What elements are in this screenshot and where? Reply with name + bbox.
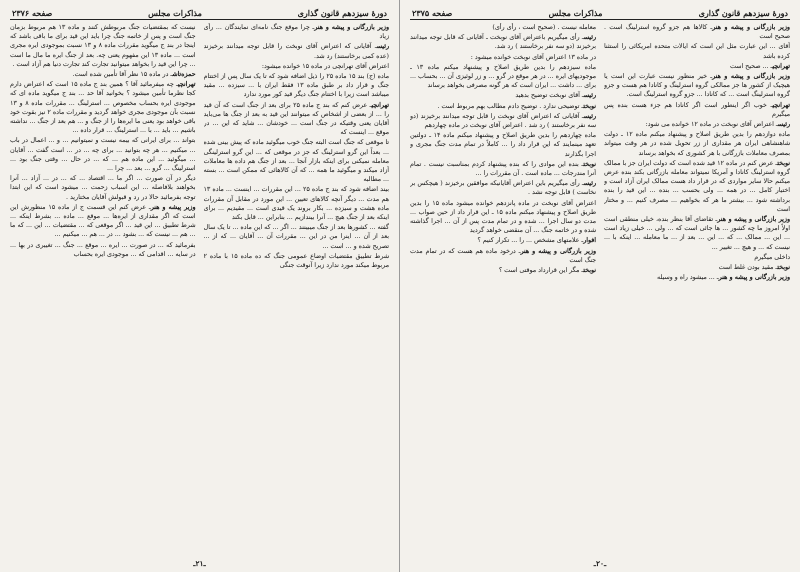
paragraph (604, 215, 790, 252)
paragraph-text: در ماده ۱۳ اعتراض آقای نوبخت خوانده میشود : (470, 53, 596, 61)
paragraph (604, 263, 790, 272)
paragraph-text: ـ چه میفرمائید آقا ؟ همین بند ج ماده ۱۵ است که اعتراض دارم کجا نظرما تأمین میشود ؟ بخوانید آقا حد ... بند ج میگوید ماده ای که موجودی ایره بحساب مخصوص ... استرلینگ ... مقررات ماده ۸ و ۱۳ نسبت بآن موجودی مجری خواهد گردید و مقررات ماده ۲ نیز بقوت خود باقی خواهد بود یعنی ما ایره‌ها را از جنگ و ... هم بعد از جنگ ... نداشته باشیم ... باید ... با ... استرلینگ ... قرار داده ... (10, 81, 196, 135)
paragraph-text: ماده سیزدهم را بدین طریق اصلاح و پیشنهاد میکنم ماده ۱۳ ـ موجودیهای ایره ... در هر موقع در گرو ... و زر لوئیزی آن ... بحساب ... برای ... داشت ... ایران است که هر گونه مصرفی بخواهد برساند (410, 63, 596, 90)
speaker-name: تهرانچی (371, 101, 389, 109)
paragraph-text: ـ آقایانی که اعتراض آقای نوبخت را قابل توجه میدانند برخیزند (دو سه نفر برخاستند ) رد شد . اعتراض آقای نوبخت در ماده چهاردهم (410, 112, 596, 130)
paragraph (604, 273, 790, 282)
paragraph (604, 120, 790, 129)
paragraph (204, 101, 390, 138)
paragraph (604, 72, 790, 100)
paragraph-text: ـ مقید بودن غلط است (718, 264, 778, 272)
paragraph-text: ـ مگر این قرارداد موقتی است ؟ (498, 267, 584, 275)
paragraph-text: نیست که بمقتضیات جنگ مربوطش کنند و ماده ۱۳ هم مربوط بزمان جنگ است و پس از خاتمه جنگ چرا باید این قید برای ما باقی باشد که اینجا در بند ج میگوید مقررات ماده ۸ و ۱۳ نسبت بموجودی ایره مجری است ... ماده ۱۳ این مفهوم یعنی چه. بعد از جنگ ایره ما مال ما است ... چرا این قید را بخواهد میتوانید تجارت کند تجارت دنیا هم آزاد است . (10, 24, 196, 68)
speaker-name: وزیر پیشه و هنر (150, 203, 196, 211)
page-footer-number: ـ۲۰ـ (593, 559, 607, 568)
paragraph-text: ـ بنده این موادی را که بنده پیشنهاد کردم بمناسبت نیست . تمام آنرا مندرجات ... ماده است . آن مقررات را ... (410, 160, 596, 178)
paragraph-text: ماده (ج) بند ۱۵ ماده ۲۵ را ذیل اضافه شود که تا یک سال پس از اختتام جنگ و قرار داد بر طبق ماده ۱۳ فقط ایران با ... سیزده ... مقید میباشد است زیرا با اختتام جنگ دیگر قید کور مورد ندارد (203, 73, 389, 99)
paragraph-text: ـ اعتراض آقای نوبخت در ماده ۱۲ خوانده می شود: (645, 121, 778, 129)
paragraph-text: ـ خیر منظور نیست عبارت این است یا هیچیک از کشور ها جز ممالکی گروه استرلینگ و کانادا هم هست و جزو گروه استرلینگ است ... که کانادا ... جزو گروه استرلینگ است. (604, 73, 790, 99)
paragraph (410, 112, 596, 130)
paragraph (410, 63, 596, 91)
paragraph (204, 42, 390, 60)
speaker-name: رئیس (583, 112, 596, 120)
paragraph (604, 101, 790, 119)
speaker-name: رئیس (777, 121, 790, 129)
paragraph (410, 266, 596, 275)
paragraph-text: ماده چهاردهم را بدین طریق اصلاح و پیشنهاد میکنم ماده ۱۴ ـ دولتین تعهد مینمایند که این قرار داد را ... کاملاً در تمام مدت جنگ مجری و اجرا بگذارند (410, 132, 596, 158)
paragraph-text: ـ ... میشود راه و وسیله (657, 274, 719, 282)
paragraph-text: ـ رأی میگیریم باعتراض آقای نوبخت ـ آقایانی که قابل توجه میدانند برخیزند (دو سه نفر برخاستند ) رد شد. (410, 34, 596, 51)
paragraph-text: ـ درخود ماده هم هست که در تمام مدت جنگ است (410, 247, 596, 264)
paragraph (604, 23, 790, 41)
header-session: دورهٔ سیزدهم قانون گذاری (698, 7, 788, 18)
text-columns (410, 23, 790, 555)
speaker-name: حمزه‌تاش (172, 71, 196, 79)
header-page-number: صفحه ۲۳۷۶ (12, 7, 53, 18)
paragraph (410, 33, 596, 51)
paragraph (604, 42, 790, 60)
paragraph (204, 72, 390, 100)
paragraph (204, 138, 390, 184)
speaker-name: رئیس (376, 43, 389, 51)
paragraph (604, 62, 790, 71)
paragraph (410, 131, 596, 159)
running-header (410, 6, 790, 20)
header-session: دورهٔ سیزدهم قانون گذاری (297, 7, 387, 18)
speaker-name: وزیر بازرگانی و پیشه و هنر (314, 24, 389, 31)
paragraph (604, 253, 790, 262)
paragraph-text: ـ ... صحیح است (729, 62, 773, 70)
speaker-name: وزیر بازرگانی و پیشه و هنر (520, 247, 596, 255)
text-columns (10, 23, 389, 555)
column-right (204, 23, 390, 555)
paragraph (410, 102, 596, 111)
speaker-name: رئیس (583, 92, 596, 100)
paragraph-text: معامله نیست . (صحیح است ، رأی رأی) (492, 24, 596, 31)
paragraph-text: ـ در ماده ۱۵ نظر آقا تأمین شده است. (72, 71, 173, 79)
speaker-name: نوبخت (583, 160, 596, 168)
paragraph (204, 23, 390, 41)
paragraph (410, 199, 596, 236)
paragraph-text: ـ علامتهای مشخص ... را ... تکرار کنیم ؟ (477, 237, 584, 245)
paragraph (604, 130, 790, 158)
paragraph-text: اعتراض آقای تهرانچی در ماده ۱۵ خوانده میشود: (261, 62, 389, 70)
paragraph (410, 53, 596, 62)
paragraph (10, 80, 196, 135)
paragraph (10, 241, 196, 259)
speaker-name: نوبخت (777, 159, 790, 167)
paragraph-text: اعتراض آقای نوبخت در ماده پانزدهم خوانده میشود ماده ۱۵ را بدین طریق اصلاح و پیشنهاد میکنم ماده ۱۵ ـ این قرار داد از حین صواب ... مدت دو سال اجرا ... شده و در تمام مدت پس از آن ... اجرا گذاشته شده و در خاتمه جنگ ... آن منقضی خواهد گردید (410, 199, 596, 235)
speaker-name: نوبخت (583, 267, 596, 275)
paragraph-text: بفرمائید که ... در صورت ... ایره ... موقع ... جنگ ... تغییری در بها ... در سایه ... اقدامی که ... موجودی ایره بحساب (10, 241, 196, 258)
paragraph (10, 174, 196, 202)
paragraph-text: ـ خوب اگر اینطور است اگر کانادا هم جزء هست بنده پس میگیرم (604, 101, 790, 118)
speaker-name: نوبخت (583, 102, 596, 110)
paragraph-text: بیند اضافه شود که بند ج ماده ۲۵ ... این مقررات ... اینست ... ماده ۱۳ هم مدت ... دیگر آنچه کالاهای تعیین ... این مورد در مقابل آن مقررات ماده هشت و سیزده ... بکار بروند یک قیدی است ... مقیدیم ... برای اینکه بعد از جنگ هیچ ... آنرا بیندازیم ... بنابراین ... قابل بکند (203, 186, 389, 222)
paragraph (410, 179, 596, 197)
paragraph-text: ـ توضیحی ندارد . توضیح دادم مطالب بهم مربوط است . (437, 102, 584, 110)
paragraph-text: تا موقعی که جنگ است البته جنگ خوب میگوئید ماده که پیش بینی شده ... بعداً این گرو استرلینگ که جز در موقعی که ... این گرو استرلینگی معامله نمیکنی برای اینکه بازار آنجا ... بعد از جنگ هم داده ها معاملات آزاد میکند و میگوئید ما همه ... که آن کالاهائی که ممکن است ... بسته ... مطالبه (203, 139, 389, 184)
paragraph (410, 160, 596, 178)
speaker-name: وزیر بازرگانی و پیشه و هنر (712, 73, 790, 81)
paragraph (604, 159, 790, 214)
paragraph-text: ـ عرض کنم که بند ج ماده ۲۵ برای بعد از جنگ است که آن قید را ... از بعضی از اشخاص که میتوانند این قید به بعد از جنگ ها می‌باید آقایان یعنی وقتیکه در جنگ است ... خودشان ... شاید که این ... در موقع ... اینست که (203, 101, 389, 137)
page-footer-number: ـ۲۱ـ (193, 559, 206, 568)
paragraph-text: ماده دوازدهم را بدین طریق اصلاح و پیشنهاد میکنم ماده ۱۲ ـ دولت شاهنشاهی ایران هر مقداری از زر تحویل شده در هر وقت میتواند بمصرف معاملات بازرگانی با هر کشوری که بخواهد برساند (604, 131, 790, 157)
speaker-name: تهرانچی (177, 81, 196, 89)
paragraph-text: بتواند ... برای ایرانی که بیمه نیست و نمیتوانیم ... و ... اعمال در باب ... میکنیم ... هر چه بتوانید ... برای چه ... در ... است گفت ... آقایان ... میگوئید ... این ماده هم ... که ... در حال ... وقتی جنگ بود ... استرلینگ ... گرو ... بعد ... چرا ... (10, 137, 196, 173)
paragraph-text: ـ کالاها هم جزو گروه استرلینگ است . صحیح است (604, 24, 790, 41)
column-right (604, 23, 790, 555)
speaker-name: وزیر بازرگانی و پیشه و هنر (712, 24, 790, 31)
running-header (10, 6, 389, 20)
header-page-number: صفحه ۲۳۷۵ (412, 7, 453, 18)
paragraph (10, 136, 196, 173)
speaker-name: رئیس (583, 180, 596, 188)
paragraph-text: ـ رأی میگیریم باین اعتراض آقایانیکه موافقین برخیزند ( هیچکس بر نخاست ) قابل توجه نشد . (410, 180, 596, 197)
speaker-name: رئیس (583, 34, 596, 42)
speaker-name: تهرانچی (772, 101, 790, 109)
paragraph (10, 203, 196, 240)
column-left (10, 23, 196, 555)
paragraph (410, 247, 596, 265)
paragraph (204, 185, 390, 222)
column-left (410, 23, 596, 555)
paragraph (410, 91, 596, 100)
paragraph (410, 236, 596, 245)
paragraph (204, 223, 390, 251)
paragraph-text: ـ تقاضای آقا بنظر بنده، خیلی منطقی است اولاً امروز ما چه کشور ... ها جائی است که ... ولی ... خیلی زیاد است ... این ... ممالک ... که ... این ... بعد از ... ما معامله ... اینکه با ... نیست که ... و هیچ ... تغییر ... (604, 216, 790, 251)
speaker-name: وزیر بازرگانی و پیشه و هنر (717, 216, 790, 224)
paragraph-text: داخلی میگیرم (754, 253, 790, 261)
paragraph-text: ـ آقای نوبخت توضیح بدهید (515, 92, 584, 100)
speaker-name: تهرانچی (772, 62, 790, 70)
paragraph-text: ـ عرض کنم در ماده ۱۲ قید شده است که دولت ایران جز با ممالک گروه استرلینگ کانادا و آمریکا نمیتواند معامله بازرگانی بکند بنده عرض میکنم حالا سایر مواردی که در قرار داد هست ممالک ایران آزاد است و اختیار کامل ... در همه ... ولی بحسب ... بنده ... این قید را بنده برداشته شود ... بیشتر ما هر که بخواهیم ... مصرف کنیم ... و مختار است (604, 159, 790, 213)
paragraph (410, 23, 596, 32)
paragraph (10, 70, 196, 79)
speaker-name: افوار (583, 237, 596, 245)
header-title: مذاکرات مجلس (148, 7, 202, 18)
header-title: مذاکرات مجلس (548, 7, 603, 18)
paragraph-text: ـ آقایانی که اعتراض آقای نوبخت را قابل توجه میدانند برخیزند (عده کمی برخاستند) رد شد. (203, 43, 389, 60)
paragraph-text: شرط تطبیق مقتضیات اوضاع عمومی جنگ که ده ماده ۱۵ با ماده ۲ مربوط میکند مورد ندارد زیرا آنوقت جنگی (203, 252, 389, 270)
paragraph (204, 252, 390, 270)
paragraph-text: آقای ... این عبارت مثل این است که ایالات متحده امریکائی را استثنا کرده باشد (604, 43, 790, 60)
speaker-name: وزیر بازرگانی و پیشه و هنر (718, 274, 790, 282)
page-2375 (400, 0, 800, 572)
paragraph-text: ـ چرا موقع جنگ نامه‌ای نمایندگان ... رأی زیاد (203, 24, 389, 41)
paragraph (10, 23, 196, 69)
paragraph-text: گفته ... کشورها بعد از جنگ میبینند ... اگر ... که این ماده ... تا یک سال بعد از آن ... اینرا من در این ... مقررات آن ... آقایان ... که از ... تصریح شده و ... است ... (203, 224, 389, 250)
paragraph-text: ـ عرض کنم این قسمت ج از ماده ۱۵ منظورش این است که اگر مقداری از ایره‌ها ... موقع ... ماده ... بشرط اینکه ... شرط تطبیق ... این قید ... اگر موقعی که ... مقتضیات ... این ... که ما ... هم ... نیست که ... بشود ... در ... هم ... میکنیم ... (10, 203, 196, 239)
paragraph-text: دیگر در آن صورت ... اگر ما ... اقتصاد ... که ... در ... آزاد ... آنرا بخواهند بلافاصله ... این اسباب زحمت ... میشود است که این ابتدا توجه بفرمائید حالا در رد و قبولش آقایان مختارید . (10, 175, 196, 201)
paragraph (204, 62, 390, 71)
speaker-name: نوبخت (777, 264, 790, 272)
